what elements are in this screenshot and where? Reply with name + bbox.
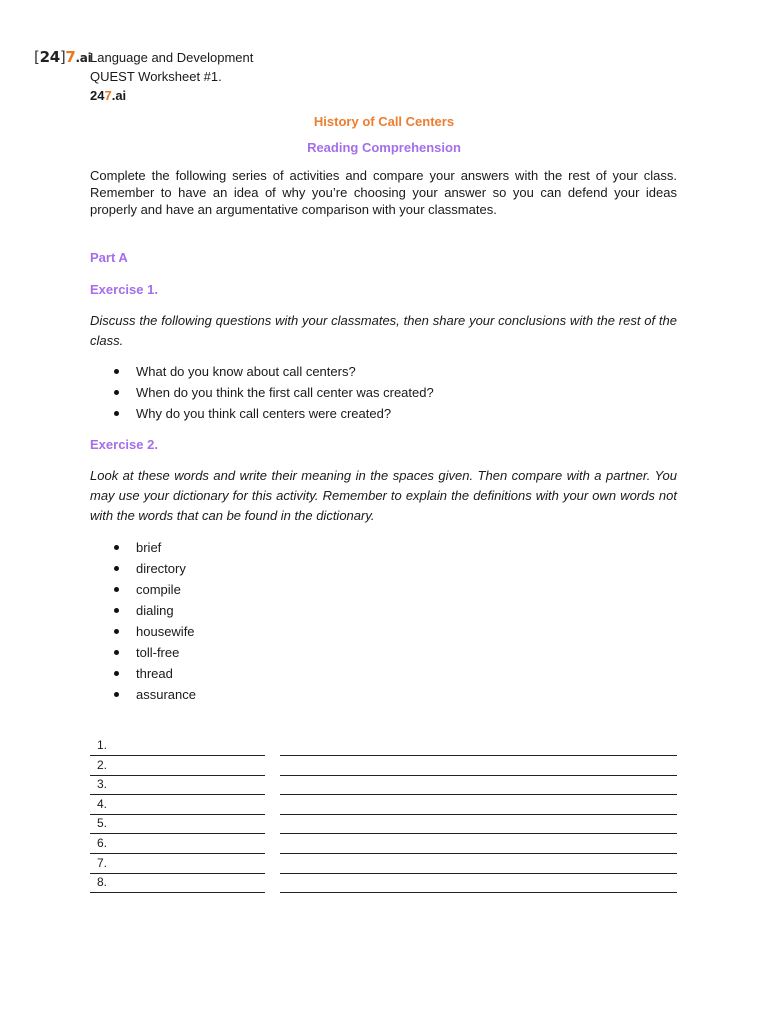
worksheet-number: QUEST Worksheet #1. [90,69,222,84]
document-header [90,48,253,105]
definition-blank[interactable] [280,796,677,815]
answer-row [90,776,677,796]
list-item: What do you know about call centers? [90,361,434,382]
list-item: housewife [90,621,196,642]
logo-7: 7 [65,48,76,66]
brand-name: 247.ai [90,88,127,103]
vocabulary-list [90,537,196,705]
list-item: toll-free [90,642,196,663]
exercise1-heading: Exercise 1. [90,282,158,297]
answer-row [90,835,677,855]
definition-blank[interactable] [280,776,677,795]
document-subtitle: Reading Comprehension [307,140,461,155]
word-blank[interactable]: 6. [90,835,265,854]
logo-24: 24 [39,48,60,66]
word-blank[interactable]: 2. [90,757,265,776]
list-item: assurance [90,684,196,705]
logo-ai: .ai [75,51,92,65]
course-title: Language and Development [90,50,254,65]
definition-blank[interactable] [280,815,677,834]
part-heading: Part A [90,250,128,265]
answer-row [90,737,677,757]
answer-row [90,855,677,875]
word-blank[interactable]: 5. [90,815,265,834]
list-item: dialing [90,600,196,621]
list-item: directory [90,558,196,579]
logo-bracket-close: ] [59,48,66,66]
list-item: compile [90,579,196,600]
answer-row [90,796,677,816]
intro-paragraph: Complete the following series of activities and compare your answers with the rest of your class. Remember to have an idea of why you’re choosing your answer so you can defend your ideas properly and have an argumentative comparison with your classmates. [90,168,677,217]
exercise1-questions [90,361,434,424]
document-title: History of Call Centers [313,114,455,129]
definition-blank[interactable] [280,874,677,893]
logo-bracket-open: [ [34,48,40,66]
definition-blank[interactable] [280,855,677,874]
exercise2-heading: Exercise 2. [90,437,158,452]
list-item: brief [90,537,196,558]
definition-blank[interactable] [280,737,677,756]
list-item: thread [90,663,196,684]
definition-blank[interactable] [280,835,677,854]
answer-row [90,815,677,835]
word-blank[interactable]: 4. [90,796,265,815]
exercise2-instructions: Look at these words and write their meaning in the spaces given. Then compare with a partner. You may use your dictionary for this activity. Remember to explain the definitions with your own words not with the words that can be found in the dictionary. [90,468,677,523]
answer-row [90,757,677,777]
list-item: Why do you think call centers were created? [90,403,434,424]
list-item: When do you think the first call center was created? [90,382,434,403]
answer-row [90,874,677,894]
definition-blank[interactable] [280,757,677,776]
word-blank[interactable]: 7. [90,855,265,874]
word-blank[interactable]: 1. [90,737,265,756]
word-blank[interactable]: 8. [90,874,265,893]
word-blank[interactable]: 3. [90,776,265,795]
company-logo [34,48,91,66]
exercise1-instructions: Discuss the following questions with your classmates, then share your conclusions with the rest of the class. [90,313,677,348]
answer-lines [90,737,677,894]
